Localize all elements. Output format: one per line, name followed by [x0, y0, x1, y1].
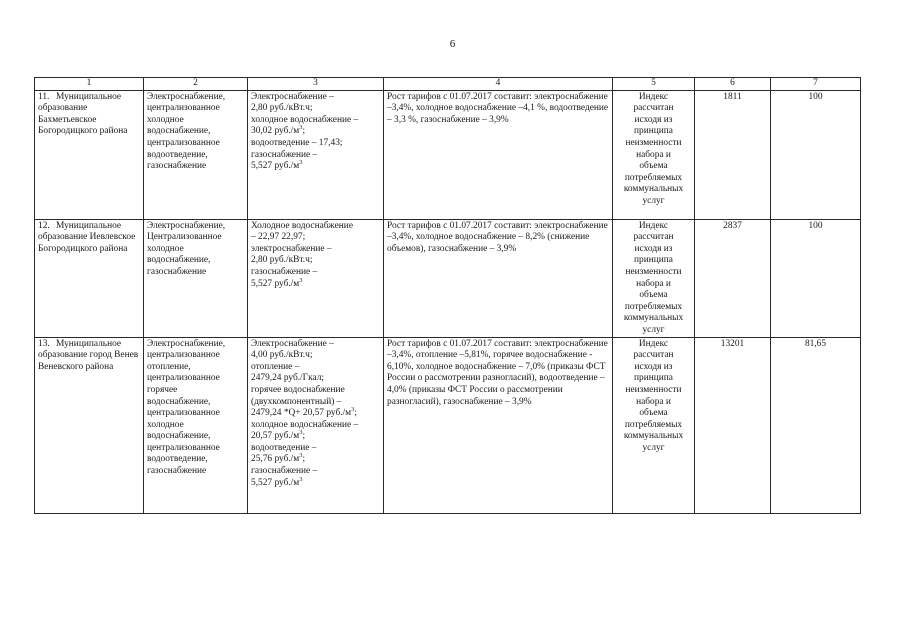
- services-cell: [144, 219, 248, 337]
- service-line: централизованное: [147, 442, 220, 453]
- row-number: 13.: [38, 338, 50, 349]
- service-line: холодное: [147, 419, 184, 430]
- value-cell: 1811: [695, 90, 771, 219]
- row-number: 12.: [38, 220, 50, 231]
- service-line: централизованное: [147, 373, 220, 384]
- tariff-line: – 22,97 22,97;: [251, 232, 306, 243]
- tariff-line: 2,80 руб./кВт.ч;: [251, 103, 313, 114]
- service-line: Электроснабжение,: [147, 338, 226, 349]
- growth-cell: Рост тарифов с 01.07.2017 составит: электроснабжение –3,4%, холодное водоснабжение –4,1 %, водоотведение – 3,3 %, газоснабжение – 3,9%: [384, 90, 613, 219]
- tariff-line: 30,02 $руб./м^3$;: [251, 124, 306, 137]
- tariff-line: газоснабжение –: [251, 266, 318, 277]
- service-line: водоснабжение,: [147, 396, 211, 407]
- tariff-line: горячее водоснабжение: [251, 384, 345, 395]
- tariff-line: 5,527 $руб./м^3$: [251, 159, 303, 172]
- service-line: централизованное: [147, 137, 220, 148]
- header-cell: 2: [144, 78, 248, 91]
- service-line: Электроснабжение,: [147, 220, 226, 231]
- tariff-line: газоснабжение –: [251, 466, 318, 477]
- service-line: газоснабжение: [147, 466, 207, 477]
- value-cell: 13201: [695, 337, 771, 513]
- tariff-line: 2479,24 *Q+ 20,57 $руб./м^3$;: [251, 405, 357, 419]
- service-line: централизованное: [147, 408, 220, 419]
- growth-cell: Рост тарифов с 01.07.2017 составит: электроснабжение –3,4%, отопление –5,81%, горячее водоснабжение - 6,10%, холодное водоснабжение – 7,0% (приказы ФСТ России о рассмотрении разногласий), водоотведение – 4,0% (приказы ФСТ России о рассмотрении разногласий), газоснабжение – 3,9%: [384, 337, 613, 513]
- tariff-line: Электроснабжение –: [251, 91, 334, 102]
- service-line: водоснабжение,: [147, 126, 211, 137]
- service-line: газоснабжение: [147, 161, 207, 172]
- service-line: водоотведение,: [147, 454, 208, 465]
- municipality-cell: [35, 219, 144, 337]
- table-header-row: [35, 78, 861, 91]
- value-cell: 2837: [695, 219, 771, 337]
- tariff-line: (двухкомпонентный) –: [251, 396, 342, 407]
- municipality-cell: [35, 90, 144, 219]
- tariff-line: газоснабжение –: [251, 149, 318, 160]
- table-row: [35, 90, 861, 219]
- tariff-line: 2479,24 руб./Гкал;: [251, 373, 325, 384]
- header-cell: 6: [695, 78, 771, 91]
- header-cell: 1: [35, 78, 144, 91]
- services-cell: [144, 337, 248, 513]
- services-cell: [144, 90, 248, 219]
- service-line: Электроснабжение,: [147, 91, 226, 102]
- tariff-line: холодное водоснабжение –: [251, 419, 359, 430]
- municipality-cell: [35, 337, 144, 513]
- municipality-name: Муниципальное образование город Венев Веневского района: [38, 338, 139, 372]
- header-cell: 4: [384, 78, 613, 91]
- tariffs-cell: [248, 90, 384, 219]
- index-note-cell: Индекс рассчитан исходя из принципа неизменности набора и объема потребляемых коммунальных услуг: [613, 219, 695, 337]
- tariff-line: 4,00 руб./кВт.ч;: [251, 350, 313, 361]
- row-number: 11.: [38, 91, 50, 102]
- table-row: [35, 337, 861, 513]
- growth-cell: Рост тарифов с 01.07.2017 составит: электроснабжение –3,4%, холодное водоснабжение – 8,2% (снижение объемов), газоснабжение – 3,9%: [384, 219, 613, 337]
- service-line: водоотведение,: [147, 149, 208, 160]
- tariff-line: Холодное водоснабжение: [251, 220, 353, 231]
- tariffs-cell: [248, 219, 384, 337]
- index-note-cell: Индекс рассчитан исходя из принципа неизменности набора и объема потребляемых коммунальных услуг: [613, 337, 695, 513]
- service-line: холодное: [147, 243, 184, 254]
- service-line: водоснабжение,: [147, 255, 211, 266]
- header-cell: 5: [613, 78, 695, 91]
- table-row: [35, 219, 861, 337]
- tariff-line: водоотведение – 17,43;: [251, 137, 343, 148]
- municipality-name: Муниципальное образование Бахметьевское Богородицкого района: [38, 91, 128, 137]
- service-line: централизованное: [147, 350, 220, 361]
- tariff-line: 2,80 руб./кВт.ч;: [251, 255, 313, 266]
- tariff-line: электроснабжение –: [251, 243, 332, 254]
- tariff-line: 5,527 $руб./м^3$: [251, 475, 303, 488]
- service-line: централизованное: [147, 103, 220, 114]
- percent-cell: 100: [771, 219, 861, 337]
- percent-cell: 81,65: [771, 337, 861, 513]
- tariff-table: [34, 77, 861, 514]
- tariff-line: 20,57 $руб./м^3$;: [251, 429, 306, 442]
- service-line: горячее: [147, 384, 178, 395]
- tariff-line: 25,76 $руб./м^3$;: [251, 452, 306, 465]
- header-cell: 3: [248, 78, 384, 91]
- index-note-cell: Индекс рассчитан исходя из принципа неизменности набора и объема потребляемых коммунальных услуг: [613, 90, 695, 219]
- tariff-line: Электроснабжение –: [251, 338, 334, 349]
- tariffs-cell: [248, 337, 384, 513]
- tariff-line: отопление –: [251, 361, 300, 372]
- tariff-line: холодное водоснабжение –: [251, 114, 359, 125]
- tariff-line: 5,527 $руб./м^3$: [251, 276, 303, 289]
- municipality-name: Муниципальное образование Иевлевское Богородицкого района: [38, 220, 136, 254]
- service-line: водоснабжение,: [147, 431, 211, 442]
- service-line: Централизованное: [147, 232, 222, 243]
- service-line: отопление,: [147, 361, 191, 372]
- percent-cell: 100: [771, 90, 861, 219]
- tariff-line: водоотведение –: [251, 442, 317, 453]
- service-line: холодное: [147, 114, 184, 125]
- service-line: газоснабжение: [147, 266, 207, 277]
- header-cell: 7: [771, 78, 861, 91]
- page-number: 6: [449, 38, 456, 50]
